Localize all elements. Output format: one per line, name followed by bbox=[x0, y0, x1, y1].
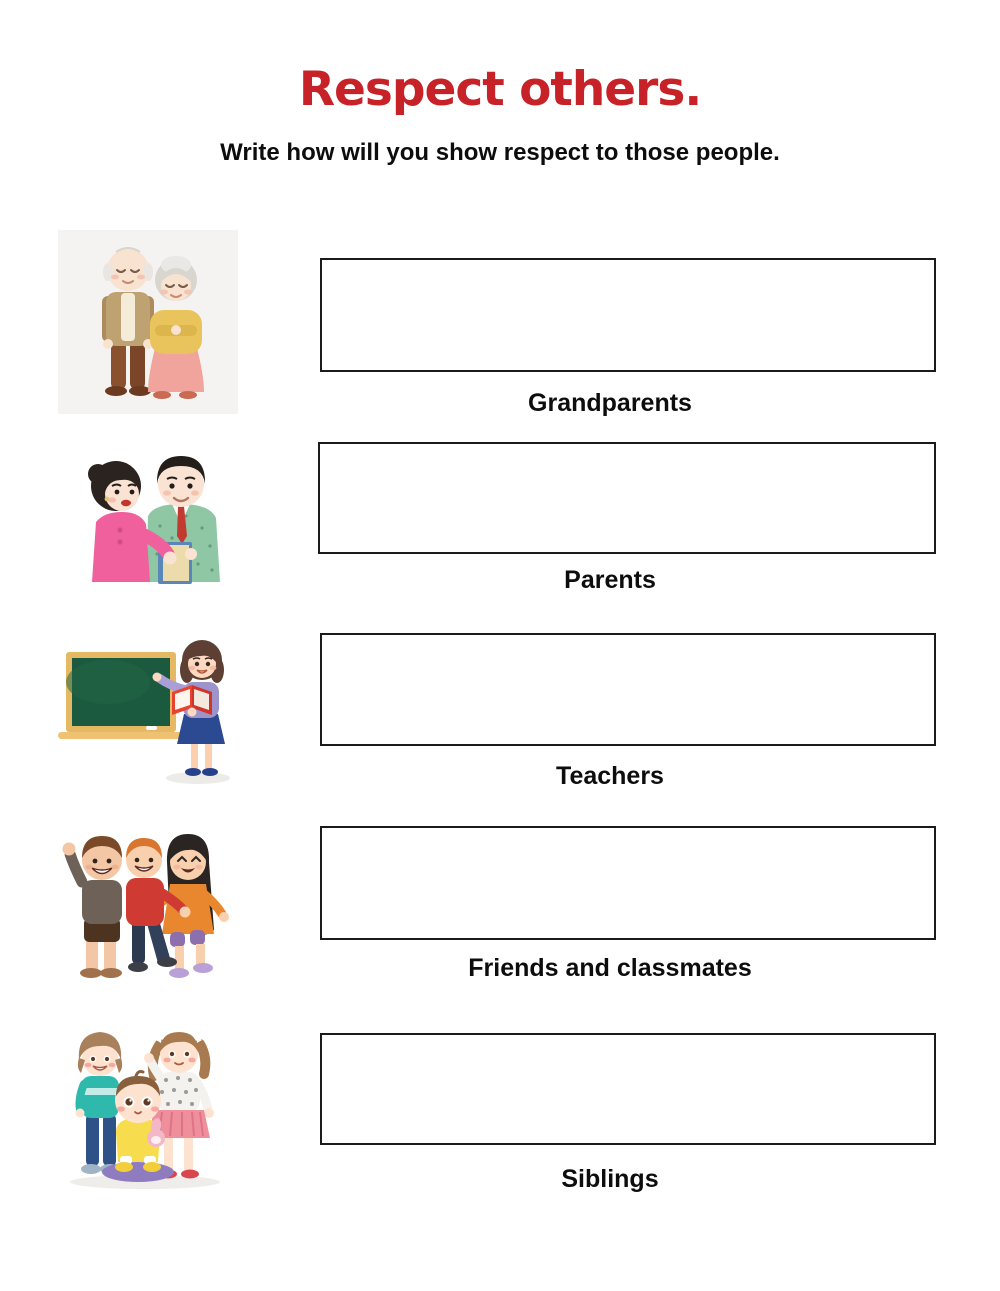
row-label-parents: Parents bbox=[564, 566, 656, 594]
answer-input-teachers[interactable] bbox=[320, 633, 936, 746]
page-title: Respect others. bbox=[298, 62, 702, 117]
teacher-illustration bbox=[46, 628, 242, 788]
answer-input-parents[interactable] bbox=[318, 442, 936, 554]
parents-illustration bbox=[60, 442, 240, 612]
row-label-teachers: Teachers bbox=[556, 762, 664, 790]
row-label-grandparents: Grandparents bbox=[528, 389, 692, 417]
row-label-friends: Friends and classmates bbox=[468, 954, 752, 982]
answer-input-siblings[interactable] bbox=[320, 1033, 936, 1145]
page-instructions: Write how will you show respect to those people. bbox=[220, 139, 780, 166]
friends-illustration bbox=[46, 818, 232, 986]
answer-input-friends[interactable] bbox=[320, 826, 936, 940]
grandparents-illustration bbox=[58, 230, 238, 414]
answer-input-grandparents[interactable] bbox=[320, 258, 936, 372]
siblings-illustration bbox=[50, 1014, 234, 1194]
row-label-siblings: Siblings bbox=[561, 1165, 659, 1193]
